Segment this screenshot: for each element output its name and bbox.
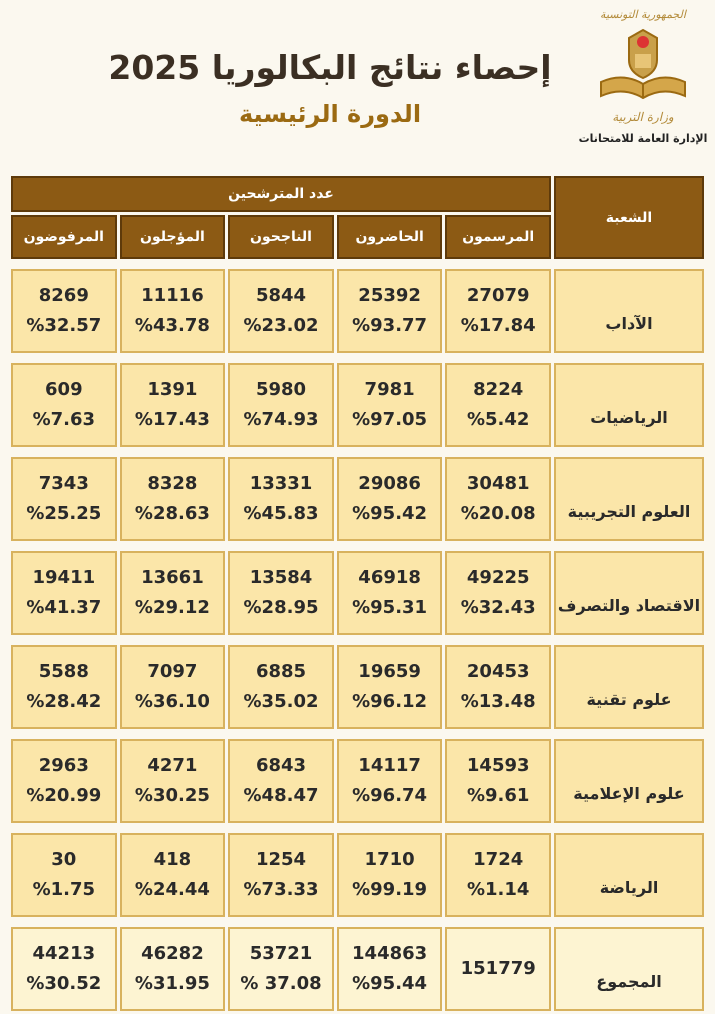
cell-percentage: %97.05 [352, 409, 428, 430]
row-spacer-cell [11, 450, 704, 454]
cell-percentage: %36.10 [134, 691, 210, 712]
cell-count: 1724 [473, 849, 524, 870]
table-row [11, 739, 704, 823]
cell-percentage: %45.83 [243, 503, 319, 524]
cell-count: 46918 [358, 567, 421, 588]
cell-percentage: %7.63 [32, 409, 96, 430]
cell-percentage: %28.63 [134, 503, 210, 524]
cell-count: 29086 [358, 473, 421, 494]
row-spacer-cell [11, 262, 704, 266]
branch-name-cell [554, 457, 704, 541]
cell-percentage: %13.48 [460, 691, 536, 712]
cell-count: 151779 [460, 958, 536, 979]
cell-percentage: %28.42 [26, 691, 102, 712]
cell-percentage: %24.44 [134, 879, 210, 900]
cell-rejected [11, 645, 117, 729]
table-row [11, 833, 704, 917]
table-total-row [11, 927, 704, 1011]
page-subtitle: الدورة الرئيسية [238, 100, 422, 128]
cell-percentage: %29.12 [134, 597, 210, 618]
cell-present [337, 833, 443, 917]
cell-count: 44213 [32, 943, 96, 964]
cell-deferred [120, 833, 226, 917]
row-spacer-cell [11, 732, 704, 736]
cell-percentage: % 37.08 [240, 973, 322, 994]
cell-count: 7981 [364, 379, 415, 400]
cell-percentage: %31.95 [134, 973, 210, 994]
cell-percentage: %95.42 [352, 503, 428, 524]
cell-count: 1710 [364, 849, 415, 870]
cell-count: 46282 [141, 943, 204, 964]
cell-percentage: %1.75 [32, 879, 96, 900]
cell-deferred [120, 269, 226, 353]
cell-present [337, 739, 443, 823]
cell-count: 49225 [466, 567, 530, 588]
row-spacer [11, 638, 704, 642]
cell-present [337, 457, 443, 541]
cell-percentage: %25.25 [26, 503, 102, 524]
cell-registered [445, 927, 551, 1011]
cell-count: 27079 [466, 285, 530, 306]
cell-rejected [11, 363, 117, 447]
ministry-logo [578, 6, 708, 156]
cell-present [337, 269, 443, 353]
cell-count: 418 [153, 849, 192, 870]
branch-name: علوم الإعلامية [573, 783, 685, 803]
cell-percentage: %35.02 [243, 691, 319, 712]
branch-name: الرياضيات [590, 407, 668, 427]
cell-percentage: %41.37 [26, 597, 102, 618]
row-spacer-cell [11, 544, 704, 548]
branch-name-cell [554, 739, 704, 823]
row-spacer [11, 262, 704, 266]
table-row [11, 645, 704, 729]
branch-name: الرياضة [599, 877, 659, 897]
row-spacer [11, 450, 704, 454]
cell-percentage: %28.95 [243, 597, 319, 618]
branch-column-header: الشعبة [554, 176, 704, 259]
cell-count: 13584 [249, 567, 313, 588]
cell-percentage: %5.42 [466, 409, 530, 430]
cell-registered [445, 551, 551, 635]
cell-rejected [11, 269, 117, 353]
cell-percentage: %96.74 [352, 785, 428, 806]
cell-percentage: %73.33 [243, 879, 319, 900]
row-spacer [11, 544, 704, 548]
cell-count: 609 [45, 379, 83, 400]
branch-name: المجموع [596, 971, 662, 991]
cell-count: 14117 [358, 755, 421, 776]
cell-count: 5980 [255, 379, 307, 400]
cell-registered [445, 645, 551, 729]
branch-name-cell [554, 269, 704, 353]
results-table [8, 173, 707, 1014]
cell-count: 19411 [32, 567, 96, 588]
cell-count: 5844 [255, 285, 307, 306]
cell-registered [445, 833, 551, 917]
logo-ministry-text: وزارة التربية [612, 110, 674, 124]
cell-count: 11116 [141, 285, 204, 306]
cell-count: 13331 [249, 473, 313, 494]
cell-present [337, 645, 443, 729]
cell-count: 20453 [466, 661, 530, 682]
branch-name-cell [554, 363, 704, 447]
row-spacer [11, 826, 704, 830]
column-header-registered: المرسمون [445, 215, 551, 259]
cell-deferred [120, 645, 226, 729]
branch-name: علوم تقنية [586, 689, 672, 709]
ministry-emblem-icon [593, 24, 693, 108]
cell-percentage: %93.77 [352, 315, 428, 336]
row-spacer [11, 732, 704, 736]
cell-count: 8328 [147, 473, 198, 494]
branch-name-cell [554, 645, 704, 729]
cell-percentage: %96.12 [352, 691, 428, 712]
cell-count: 1254 [255, 849, 307, 870]
cell-passed [228, 269, 334, 353]
column-header-passed: الناجحون [228, 215, 334, 259]
cell-count: 30 [51, 849, 77, 870]
cell-percentage: %1.14 [466, 879, 530, 900]
cell-registered [445, 739, 551, 823]
cell-percentage: %17.84 [460, 315, 536, 336]
cell-rejected [11, 551, 117, 635]
cell-registered [445, 269, 551, 353]
cell-count: 25392 [358, 285, 421, 306]
cell-count: 30481 [466, 473, 530, 494]
cell-percentage: %32.43 [460, 597, 536, 618]
cell-percentage: %32.57 [26, 315, 102, 336]
branch-name: الآداب [605, 313, 653, 333]
row-spacer-cell [11, 826, 704, 830]
cell-count: 2963 [38, 755, 89, 776]
cell-deferred [120, 927, 226, 1011]
cell-count: 6843 [255, 755, 307, 776]
logo-republic-text: الجمهورية التونسية [600, 8, 686, 21]
cell-deferred [120, 739, 226, 823]
branch-name: الاقتصاد والتصرف [557, 595, 701, 615]
cell-present [337, 927, 443, 1011]
branch-name-cell [554, 551, 704, 635]
cell-registered [445, 457, 551, 541]
cell-count: 6885 [255, 661, 307, 682]
cell-passed [228, 457, 334, 541]
table-row [11, 457, 704, 541]
cell-percentage: %74.93 [243, 409, 319, 430]
page-title: إحصاء نتائج البكالوريا 2025 [108, 48, 552, 87]
column-header-present: الحاضرون [337, 215, 443, 259]
cell-count: 1391 [147, 379, 198, 400]
cell-passed [228, 551, 334, 635]
cell-percentage: %20.08 [460, 503, 536, 524]
cell-count: 53721 [249, 943, 313, 964]
cell-count: 13661 [141, 567, 204, 588]
cell-percentage: %95.31 [352, 597, 428, 618]
row-spacer-cell [11, 920, 704, 924]
cell-count: 5588 [38, 661, 89, 682]
table-row [11, 363, 704, 447]
cell-count: 14593 [466, 755, 530, 776]
candidates-group-header: عدد المترشحين [11, 176, 551, 212]
branch-name-cell [554, 833, 704, 917]
cell-registered [445, 363, 551, 447]
cell-count: 8269 [38, 285, 89, 306]
column-header-deferred: المؤجلون [120, 215, 226, 259]
cell-present [337, 363, 443, 447]
cell-percentage: %99.19 [352, 879, 428, 900]
branch-name: العلوم التجريبية [567, 501, 691, 521]
cell-percentage: %20.99 [26, 785, 102, 806]
cell-passed [228, 833, 334, 917]
cell-rejected [11, 927, 117, 1011]
cell-percentage: %9.61 [466, 785, 530, 806]
cell-percentage: %95.44 [352, 973, 428, 994]
cell-count: 144863 [352, 943, 428, 964]
cell-count: 7097 [147, 661, 198, 682]
cell-percentage: %30.52 [26, 973, 102, 994]
cell-percentage: %23.02 [243, 315, 319, 336]
cell-deferred [120, 457, 226, 541]
row-spacer-cell [11, 638, 704, 642]
cell-passed [228, 927, 334, 1011]
row-spacer [11, 920, 704, 924]
logo-admin-text: الإدارة العامة للامتحانات [578, 132, 708, 145]
cell-percentage: %43.78 [134, 315, 210, 336]
table-row [11, 269, 704, 353]
page-header [0, 0, 715, 170]
cell-passed [228, 363, 334, 447]
cell-rejected [11, 739, 117, 823]
cell-rejected [11, 457, 117, 541]
branch-name-cell [554, 927, 704, 1011]
cell-count: 19659 [358, 661, 421, 682]
row-spacer [11, 356, 704, 360]
column-header-rejected: المرفوضون [11, 215, 117, 259]
row-spacer-cell [11, 356, 704, 360]
cell-passed [228, 739, 334, 823]
cell-count: 4271 [147, 755, 198, 776]
cell-rejected [11, 833, 117, 917]
table-row [11, 551, 704, 635]
cell-count: 7343 [38, 473, 89, 494]
cell-present [337, 551, 443, 635]
cell-deferred [120, 363, 226, 447]
cell-percentage: %17.43 [134, 409, 210, 430]
cell-count: 8224 [473, 379, 524, 400]
cell-percentage: %30.25 [134, 785, 210, 806]
cell-percentage: %48.47 [243, 785, 319, 806]
cell-deferred [120, 551, 226, 635]
cell-passed [228, 645, 334, 729]
